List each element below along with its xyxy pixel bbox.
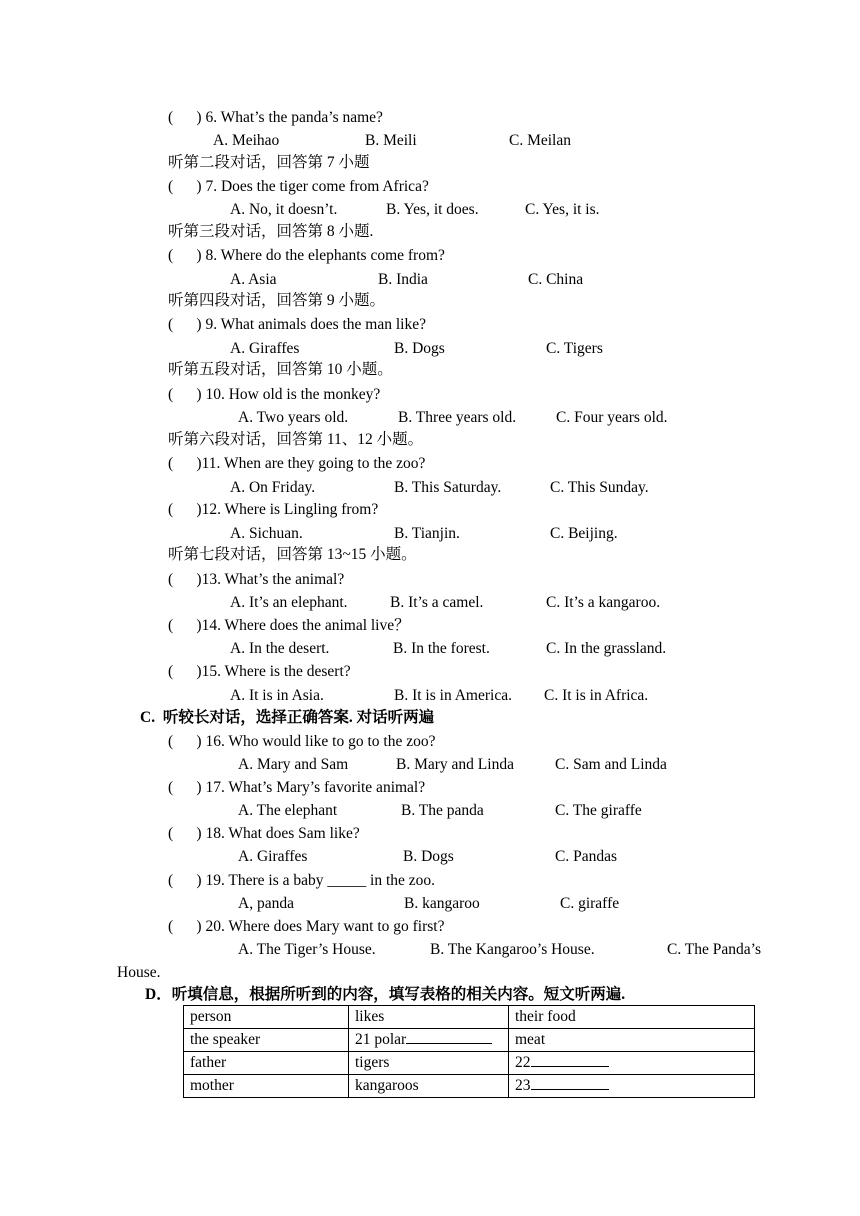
answer-paren[interactable]: ( ) [168,247,202,264]
option-c: C. Beijing. [550,525,618,542]
option-c: C. The Panda’s [667,941,761,958]
option-a: A. In the desert. [230,640,330,657]
option-a: A. The elephant [238,802,338,819]
question-text: 16. Who would like to go to the zoo? [201,733,436,750]
question-text: 9. What animals does the man like? [201,316,426,333]
question-text: 17. What’s Mary’s favorite animal? [201,779,426,796]
answer-blank-23[interactable] [531,1089,609,1090]
question-14 [168,616,410,636]
cell-text: 23 [515,1077,531,1094]
option-b: B. The Kangaroo’s House. [430,941,595,958]
question-20-wrap: House. [117,964,161,981]
option-c: C. Sam and Linda [555,756,667,773]
option-a: A. Sichuan. [230,525,303,542]
question-8 [168,246,445,266]
option-b: B. India [378,271,428,288]
question-18 [168,824,360,844]
question-text: 20. Where does Mary want to go first? [201,918,445,935]
question-text: 13. What’s the animal? [201,571,345,588]
question-text: 19. There is a baby _____ in the zoo. [201,872,436,889]
option-a: A. Meihao [213,132,280,149]
question-9 [168,315,426,335]
option-c: C. China [528,271,584,288]
answer-paren[interactable]: ( ) [168,872,202,889]
option-a: A. On Friday. [230,479,316,496]
table-row [184,1075,755,1098]
option-b: B. Dogs [394,340,445,357]
answer-paren[interactable]: ( ) [168,455,202,472]
instruction-dialogue-5: 听第五段对话，回答第 10 小题。 [168,361,393,378]
instruction-dialogue-7: 听第七段对话，回答第 13~15 小题。 [168,546,417,563]
option-b: B. Three years old. [398,409,517,426]
answer-paren[interactable]: ( ) [168,316,202,333]
option-c: C. This Sunday. [550,479,649,496]
question-10 [168,385,380,405]
table-row [184,1052,755,1075]
answer-paren[interactable]: ( ) [168,733,202,750]
option-c: C. Four years old. [556,409,668,426]
table-cell: their food [509,1006,755,1029]
option-a: A. Giraffes [238,848,308,865]
option-b: B. This Saturday. [394,479,502,496]
answer-paren[interactable]: ( ) [168,918,202,935]
section-d-heading: D．听填信息，根据所听到的内容，填写表格的相关内容。短文听两遍. [145,986,626,1003]
option-a: A. Giraffes [230,340,300,357]
instruction-dialogue-3: 听第三段对话，回答第 8 小题. [168,223,374,240]
table-cell [349,1029,509,1052]
question-15 [168,662,351,682]
question-12 [168,500,378,520]
option-a: A. The Tiger’s House. [238,941,376,958]
table-cell: meat [509,1029,755,1052]
table-row [184,1029,755,1052]
table-cell [509,1075,755,1098]
question-6 [168,108,383,128]
info-table [183,1005,755,1098]
question-13 [168,570,344,590]
option-c: C. It’s a kangaroo. [546,594,661,611]
answer-paren[interactable]: ( ) [168,663,202,680]
answer-paren[interactable]: ( ) [168,386,202,403]
table-cell: mother [184,1075,349,1098]
question-7 [168,177,429,197]
instruction-dialogue-4: 听第四段对话，回答第 9 小题。 [168,292,386,309]
option-c: C. Yes, it is. [525,201,600,218]
table-cell: kangaroos [349,1075,509,1098]
option-c: C. Pandas [555,848,617,865]
question-text: 10. How old is the monkey? [201,386,381,403]
option-c: C. Tigers [546,340,603,357]
option-a: A. No, it doesn’t. [230,201,338,218]
question-text: 11. When are they going to the zoo? [201,455,426,472]
option-b: B. Dogs [403,848,454,865]
option-b: B. Yes, it does. [386,201,479,218]
instruction-dialogue-6: 听第六段对话，回答第 11、12 小题。 [168,431,424,448]
cell-text: 22 [515,1054,531,1071]
option-a: A. Two years old. [238,409,349,426]
option-a: A. Asia [230,271,277,288]
option-c: C. In the grassland. [546,640,667,657]
option-b: B. In the forest. [393,640,490,657]
answer-blank-21[interactable] [406,1043,492,1044]
option-b: B. kangaroo [404,895,480,912]
answer-blank-22[interactable] [531,1066,609,1067]
table-cell: tigers [349,1052,509,1075]
option-a: A, panda [238,895,294,912]
question-text: 8. Where do the elephants come from? [201,247,445,264]
option-b: B. Meili [365,132,417,149]
question-16 [168,732,435,752]
answer-paren[interactable]: ( ) [168,617,202,634]
option-a: A. It’s an elephant. [230,594,348,611]
option-c: C. The giraffe [555,802,642,819]
option-b: B. Tianjin. [394,525,460,542]
answer-paren[interactable]: ( ) [168,501,202,518]
question-text: 15. Where is the desert? [201,663,351,680]
option-b: B. Mary and Linda [396,756,514,773]
option-a: A. It is in Asia. [230,687,324,704]
table-cell: father [184,1052,349,1075]
option-b: B. The panda [401,802,484,819]
question-17 [168,778,425,798]
answer-paren[interactable]: ( ) [168,779,202,796]
answer-paren[interactable]: ( ) [168,825,202,842]
option-c: C. giraffe [560,895,620,912]
section-c-heading: C. 听较长对话，选择正确答案. 对话听两遍 [140,709,435,726]
instruction-dialogue-2: 听第二段对话，回答第 7 小题 [168,154,370,171]
answer-paren[interactable]: ( ) [168,178,202,195]
question-20 [168,917,445,937]
question-19 [168,871,435,891]
option-c: C. Meilan [509,132,571,149]
option-c: C. It is in Africa. [544,687,649,704]
option-a: A. Mary and Sam [238,756,349,773]
table-header-row [184,1006,755,1029]
option-b: B. It is in America. [394,687,512,704]
answer-paren[interactable]: ( ) [168,109,202,126]
question-11 [168,454,425,474]
table-cell [509,1052,755,1075]
question-text: 14. Where does the animal live？ [201,617,410,634]
question-text: 6. What’s the panda’s name? [201,109,383,126]
question-text: 18. What does Sam like? [201,825,360,842]
table-cell: the speaker [184,1029,349,1052]
cell-text: 21 polar [355,1031,407,1048]
table-cell: person [184,1006,349,1029]
question-text: 7. Does the tiger come from Africa? [201,178,429,195]
question-text: 12. Where is Lingling from? [201,501,379,518]
table-cell: likes [349,1006,509,1029]
option-b: B. It’s a camel. [390,594,484,611]
answer-paren[interactable]: ( ) [168,571,202,588]
